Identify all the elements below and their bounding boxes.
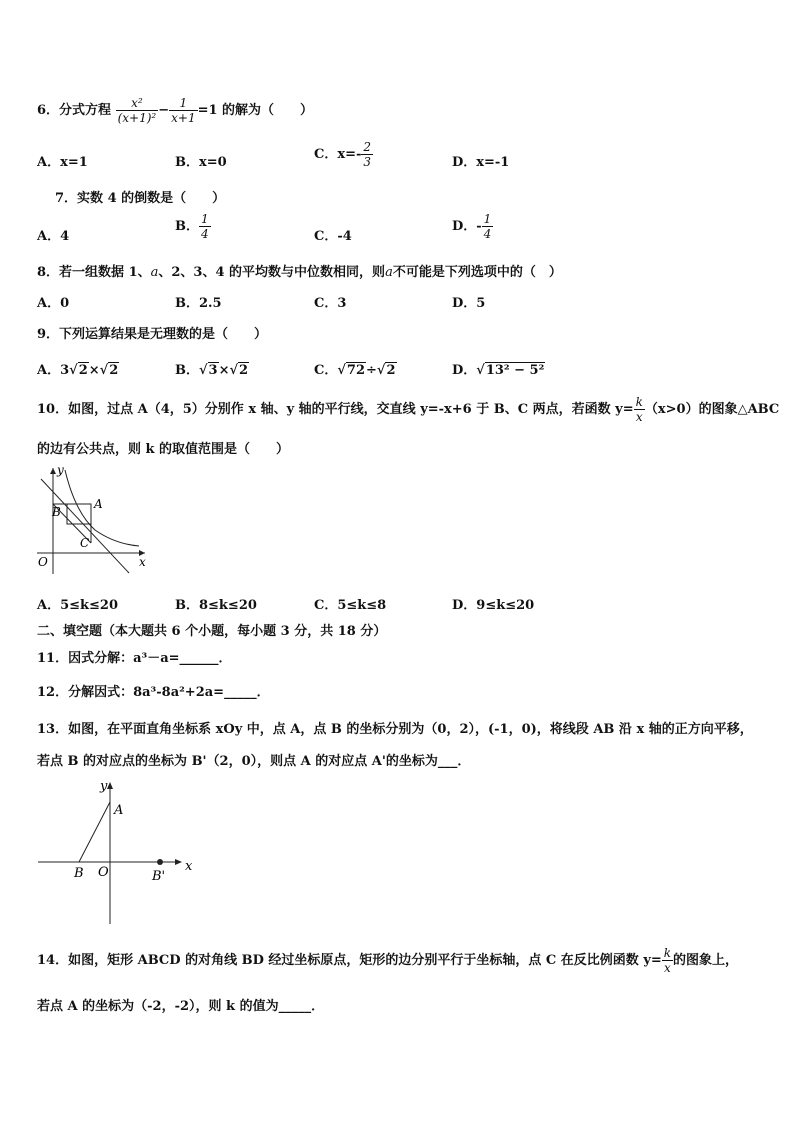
triangle-box: [67, 504, 91, 524]
sqrt-symbol: √3: [199, 363, 218, 378]
q12-stem: 12．分解因式：8a³-8a²+2a=_____．: [37, 685, 270, 700]
q6-option-d[interactable]: D．x=-1: [452, 155, 510, 170]
fig-label-x: x: [185, 859, 193, 874]
q6-option-c[interactable]: C．x=- $\frac{2}{3}$: [314, 140, 372, 169]
q7-option-d[interactable]: D．- $\frac{1}{4}$: [452, 212, 492, 241]
fig-label-o: O: [98, 865, 109, 880]
q7-b-fraction: $\frac{1}{4}$: [201, 212, 209, 241]
q13-figure: [30, 776, 200, 928]
fig-label-y: y: [100, 779, 108, 794]
point-b-prime: [157, 859, 163, 865]
q8-option-a[interactable]: A．0: [37, 296, 70, 311]
q8-option-d[interactable]: D．5: [452, 296, 486, 311]
q10-option-a[interactable]: A．5≤k≤20: [37, 598, 119, 613]
fig-label-b-prime: B': [152, 869, 166, 884]
q10-fraction: $\frac{k}{x}$: [635, 395, 643, 424]
q6-fraction-2: $\frac{1}{x+1}$: [171, 96, 196, 125]
q6-stem: 6．分式方程 $\frac{\text{x²}}{\text{(x+1)²}}$ − $\frac{1}{x+1}$ =1 的解为（ ）: [37, 96, 314, 125]
fig-label-b: B: [74, 866, 84, 881]
sqrt-symbol: √2: [69, 363, 88, 378]
fig-label-a: A: [94, 497, 103, 511]
section-heading: 二、填空题（本大题共 6 个小题，每小题 3 分，共 18 分）: [37, 624, 387, 639]
fig-label-b: B: [52, 505, 61, 519]
q6-fraction-1: $\frac{\text{x²}}{\text{(x+1)²}}$: [117, 96, 157, 125]
y-axis-arrow: [107, 782, 113, 789]
q6-option-b[interactable]: B．x=0: [175, 155, 227, 170]
sqrt-symbol: √13² − 5²: [476, 363, 545, 378]
q10-option-c[interactable]: C．5≤k≤8: [314, 598, 387, 613]
q14-stem-line2: 若点 A 的坐标为（-2，-2），则 k 的值为_____．: [37, 999, 325, 1014]
q10-figure: [35, 462, 150, 577]
q6-option-a[interactable]: A．x=1: [37, 155, 88, 170]
q8-option-b[interactable]: B．2.5: [175, 296, 222, 311]
y-axis-arrow: [50, 468, 56, 474]
fig-label-a: A: [114, 803, 124, 818]
fig-label-x: x: [139, 555, 146, 569]
fig-label-y: y: [57, 463, 64, 477]
q7-option-a[interactable]: A．4: [37, 229, 70, 244]
q14-fraction: $\frac{k}{x}$: [663, 946, 672, 975]
q10-stem-line2: 的边有公共点，则 k 的取值范围是（ ）: [37, 442, 290, 457]
q10-option-b[interactable]: B．8≤k≤20: [175, 598, 257, 613]
sqrt-symbol: √2: [229, 363, 249, 378]
q7-stem: 7．实数 4 的倒数是（ ）: [55, 191, 226, 206]
q9-option-b[interactable]: B．√3×√2: [175, 363, 249, 378]
q7-d-fraction: $\frac{1}{4}$: [483, 212, 492, 241]
q13-stem-line1: 13．如图，在平面直角坐标系 xOy 中，点 A，点 B 的坐标分别为（0，2），(-1，0)，将线段 AB 沿 x 轴的正方向平移，: [37, 722, 753, 737]
fig-label-o: O: [38, 555, 48, 569]
q6-c-fraction: $\frac{2}{3}$: [363, 140, 372, 169]
q14-stem-line1: 14．如图，矩形 ABCD 的对角线 BD 经过坐标原点，矩形的边分别平行于坐标轴，点 C 在反比例函数 y= $\frac{k}{x}$ 的图象上，: [37, 946, 739, 975]
segment-ab: [79, 802, 110, 862]
q9-option-a[interactable]: A．3√2×√2: [37, 363, 119, 378]
q8-option-c[interactable]: C．3: [314, 296, 347, 311]
q13-stem-line2: 若点 B 的对应点的坐标为 B'（2，0），则点 A 的对应点 A'的坐标为___．: [37, 754, 471, 769]
q9-option-c[interactable]: C．√72÷√2: [314, 363, 396, 378]
q10-option-d[interactable]: D．9≤k≤20: [452, 598, 535, 613]
fig-label-c: C: [80, 536, 90, 550]
q7-option-b[interactable]: B． $\frac{1}{4}$: [175, 212, 209, 241]
line-y-neg-x-plus-6: [41, 479, 129, 573]
q9-stem: 9．下列运算结果是无理数的是（ ）: [37, 327, 268, 342]
q10-stem-line1: 10．如图，过点 A（4，5）分别作 x 轴、y 轴的平行线，交直线 y=-x+6 于 B、C 两点，若函数 y= $\frac{k}{x}$ （x>0）的图象△ABC: [37, 395, 780, 424]
q8-stem: 8．若一组数据 1、a、2、3、4 的平均数与中位数相同，则a不可能是下列选项中的（ ）: [37, 265, 562, 280]
q9-option-d[interactable]: D．√13² − 5²: [452, 363, 545, 378]
sqrt-symbol: √72: [337, 363, 365, 378]
sqrt-symbol: √2: [99, 363, 119, 378]
q11-stem: 11．因式分解：a³－a=______．: [37, 651, 232, 666]
x-axis-arrow: [175, 859, 182, 865]
q7-option-c[interactable]: C．-4: [314, 229, 352, 244]
sqrt-symbol: √2: [376, 363, 396, 378]
